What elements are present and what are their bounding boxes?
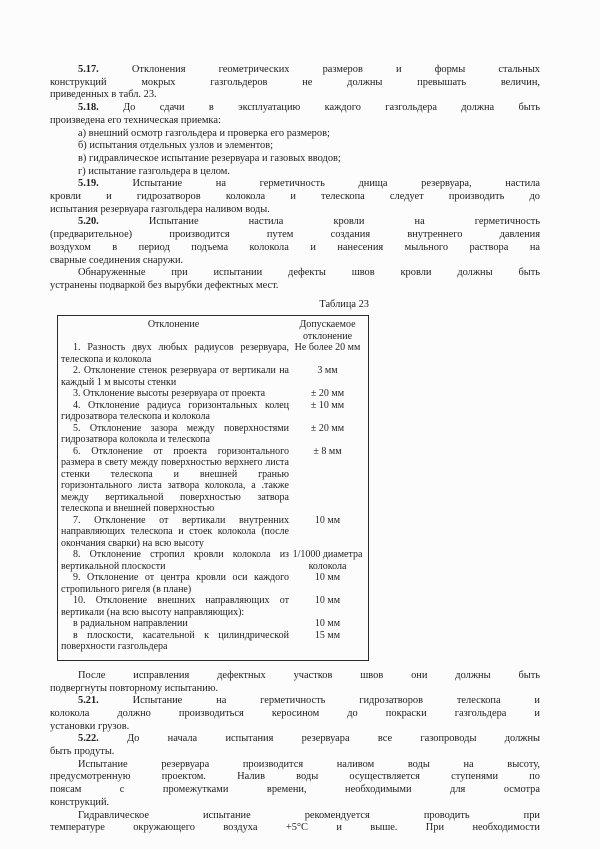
table-row xyxy=(58,365,368,388)
text-line: устранены подваркой без вырубки дефектных мест. xyxy=(50,279,279,291)
text-line: (предварительное) производится путем создания внутреннего давления xyxy=(50,229,540,241)
text-line: После исправления дефектных участков швов они должны быть xyxy=(78,669,540,681)
row-value: 15 мм xyxy=(314,629,341,641)
row-text: в плоскости, касательной к цилиндрической поверхности газгольдера xyxy=(61,629,289,653)
table-row xyxy=(58,595,368,618)
row-text: 2. Отклонение стенок резервуара от вертикали на каждый 1 м высоты стенки xyxy=(61,365,289,388)
table-row xyxy=(58,549,368,572)
paragraph-defects-note xyxy=(50,267,540,292)
text-line: кровли и гидрозатворов колокола и телескопа следует производить до xyxy=(50,191,540,203)
row-text: 7. Отклонение от вертикали внутренних направляющих телескопа и стоек колокола (после окончания сварки) на всю высоту xyxy=(61,514,289,549)
list-item-b xyxy=(50,140,540,153)
text-line: г) испытание газгольдера в целом. xyxy=(78,165,230,177)
row-value: ± 20 мм xyxy=(310,422,345,434)
row-text: 5. Отклонение зазора между поверхностями гидрозатвора колокола и телескопа xyxy=(61,422,289,446)
table-row xyxy=(58,423,368,446)
row-value: ± 20 мм xyxy=(310,388,345,400)
table-row xyxy=(58,446,368,515)
list-item-a xyxy=(50,128,540,141)
text-line: установки грузов. xyxy=(50,720,130,732)
paragraph-after-table xyxy=(50,670,540,695)
header-allowed-deviation: Допускаемое отклонение xyxy=(299,319,356,342)
row-text: 3. Отклонение высоты резервуара от проекта xyxy=(73,388,266,400)
row-text: 4. Отклонение радиуса горизонтальных колец гидрозатвора телескопа и колокола xyxy=(61,399,289,423)
row-value: 3 мм xyxy=(317,365,338,377)
text-line: предусмотренную проектом. Налив воды осуществляется ступенями по xyxy=(50,771,540,783)
table-row xyxy=(58,400,368,423)
row-value: 10 мм xyxy=(314,514,341,526)
text-line: испытания резервуара газгольдера наливом воды. xyxy=(50,203,270,215)
row-text: 8. Отклонение стропил кровли колокола из вертикальной плоскости xyxy=(61,549,289,572)
table-subrow-radial xyxy=(58,618,368,630)
paragraph-5-22 xyxy=(50,733,540,758)
table-caption: Таблица 23 xyxy=(319,298,369,310)
text-line: Гидравлическое испытание рекомендуется проводить при xyxy=(78,809,540,821)
text-line: воздухом в период подъема колокола и нанесения мыльного раствора на xyxy=(50,241,540,253)
list-item-g xyxy=(50,166,540,179)
header-deviation: Отклонение xyxy=(147,319,200,331)
row-text: 10. Отклонение внешних направляющих от вертикали (на всю высоту направляющих): xyxy=(61,595,289,618)
paragraph-5-21 xyxy=(50,695,540,733)
paragraph-5-20 xyxy=(50,216,540,267)
text-line: а) внешний осмотр газгольдера и проверка его размеров; xyxy=(78,127,330,139)
row-value: ± 10 мм xyxy=(310,399,345,411)
row-value: ± 8 мм xyxy=(313,445,342,457)
row-text: 6. Отклонение от проекта горизонтального размера в свету между поверхностью верхнего листа стенки телескопа и внешней гранью горизонтального листа затвора колокола, а .также между вертикальной поверхностью затвора телескопа и внешней поверхностью xyxy=(61,445,289,515)
row-text: 1. Разность двух любых радиусов резервуара, телескопа и колокола xyxy=(61,342,289,365)
deviations-table xyxy=(57,315,369,661)
text-line: конструкций. xyxy=(50,796,110,808)
table-row xyxy=(58,572,368,595)
table-row xyxy=(58,342,368,365)
table-header-row xyxy=(58,319,368,342)
text-line: конструкций мокрых газгольдеров не должны превышать величин, xyxy=(50,76,540,88)
paragraph-hydro-test xyxy=(50,810,540,835)
text-line: в) гидравлическое испытание резервуара и газовых вводов; xyxy=(78,152,341,164)
table-subrow-tangent-plane xyxy=(58,630,368,653)
text-line: температуре окружающего воздуха +5°С и выше. При необходимости xyxy=(50,822,540,834)
text-line: колокола должно производиться керосином до покраски газгольдера и xyxy=(50,707,540,719)
text-line: приведенных в табл. 23. xyxy=(50,89,157,101)
row-value: 1/1000 диаметра колокола xyxy=(292,549,363,572)
paragraph-5-19 xyxy=(50,178,540,216)
row-value: Не более 20 мм xyxy=(294,342,361,354)
row-value: 10 мм xyxy=(314,595,341,607)
text-line: б) испытания отдельных узлов и элементов; xyxy=(78,140,274,152)
row-text: 9. Отклонение от центра кровли оси каждого стропильного ригеля (в плане) xyxy=(61,572,289,595)
text-line: Обнаруженные при испытании дефекты швов кровли должны быть xyxy=(78,267,540,279)
text-line: Испытание резервуара производится наливом воды на высоту, xyxy=(78,758,540,770)
text-column xyxy=(50,64,540,835)
table-row xyxy=(58,515,368,550)
text-line: 5.20. Испытание настила кровли на герметичность xyxy=(78,216,540,228)
text-line: 5.17. Отклонения геометрических размеров и формы стальных xyxy=(78,64,540,75)
paragraph-5-18 xyxy=(50,102,540,127)
text-line: быть продуты. xyxy=(50,746,115,758)
text-line: 5.19. Испытание на герметичность днища резервуара, настила xyxy=(78,178,540,190)
text-line: сварные соединения снаружи. xyxy=(50,254,184,266)
row-value: 10 мм xyxy=(314,572,341,584)
row-value: 10 мм xyxy=(314,618,341,630)
paragraph-5-17 xyxy=(50,64,540,102)
text-line: 5.22. До начала испытания резервуара все газопроводы должны xyxy=(78,733,540,745)
list-item-v xyxy=(50,153,540,166)
table-row xyxy=(58,388,368,400)
text-line: 5.18. До сдачи в эксплуатацию каждого газгольдера должна быть xyxy=(78,102,540,114)
text-line: подвергнуты повторному испытанию. xyxy=(50,682,219,694)
text-line: 5.21. Испытание на герметичность гидрозатворов телескопа и xyxy=(78,695,540,707)
text-line: поясам с промежутками времени, необходимыми для осмотра xyxy=(50,784,540,796)
text-line: произведена его техническая приемка: xyxy=(50,114,221,126)
paragraph-water-filling xyxy=(50,759,540,810)
row-text: в радиальном направлении xyxy=(73,618,188,630)
